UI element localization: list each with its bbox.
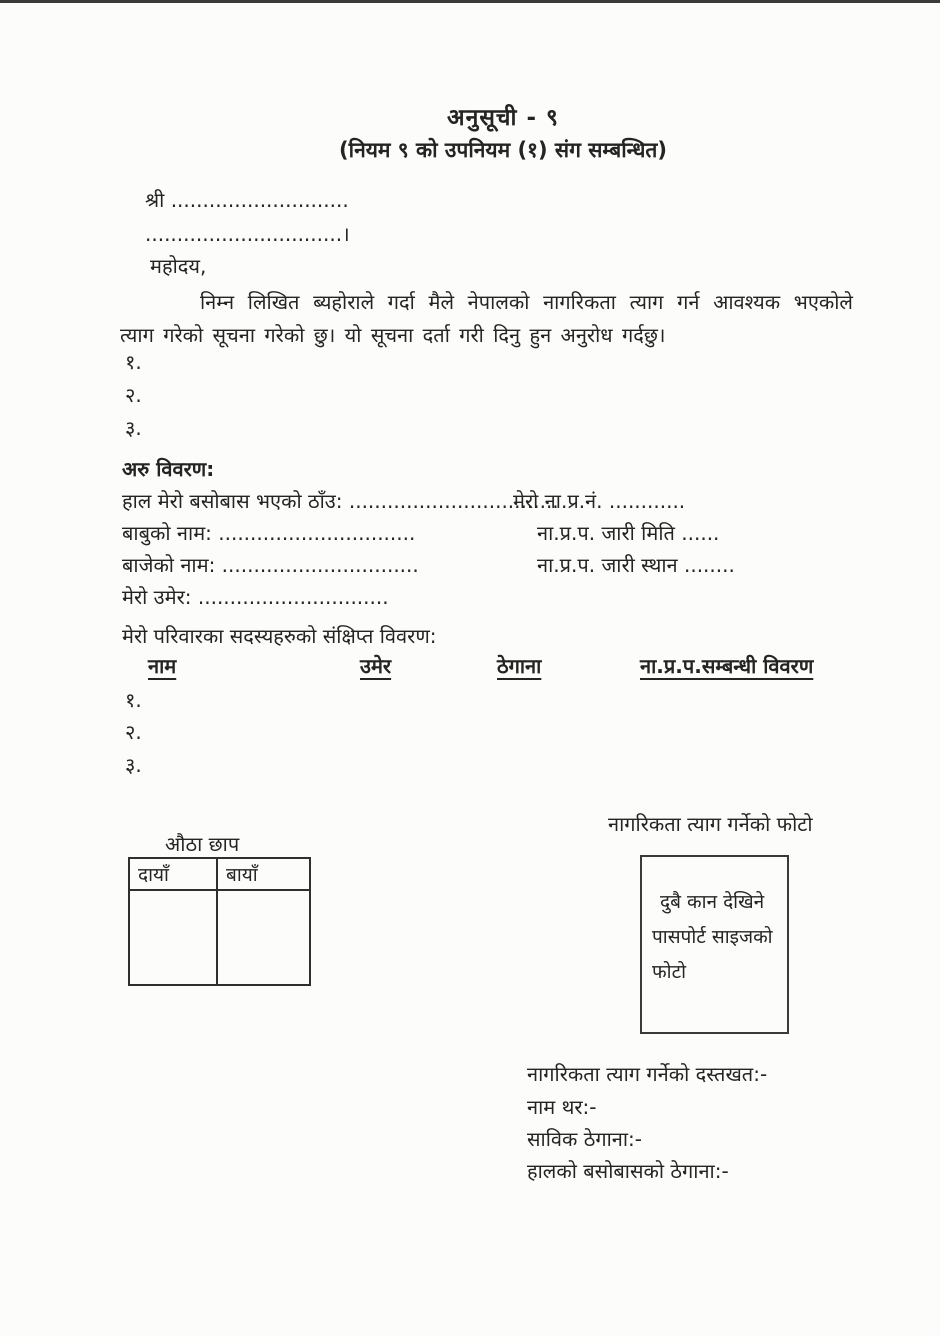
signature-line: नागरिकता त्याग गर्नेको दस्तखत:- xyxy=(527,1062,768,1086)
citizenship-number-field: मेरो ना.प्र.नं. ............ xyxy=(513,489,686,513)
thumbprint-table-divider xyxy=(216,859,218,984)
family-row-1: १. xyxy=(125,688,142,712)
family-column-address: ठेगाना xyxy=(497,654,542,678)
citizenship-issue-place-field: ना.प्र.प. जारी स्थान ........ xyxy=(537,553,735,577)
citizenship-issue-date-field: ना.प्र.प. जारी मिति ...... xyxy=(537,521,720,545)
current-address-line: हालको बसोबासको ठेगाना:- xyxy=(527,1159,729,1183)
photo-box xyxy=(640,855,789,1034)
family-row-3: ३. xyxy=(125,753,142,777)
former-address-line: साविक ठेगाना:- xyxy=(527,1127,643,1151)
full-name-line: नाम थर:- xyxy=(527,1095,597,1119)
thumbprint-heading: औठा छाप xyxy=(165,832,240,856)
addressee-line-1: श्री ............................ xyxy=(145,188,349,212)
residence-field: हाल मेरो बसोबास भएको ठाँउ: ................................. xyxy=(122,489,559,513)
request-paragraph: निम्न लिखित ब्यहोराले गर्दा मैले नेपालको नागरिकता त्याग गर्न आवश्यक भएकोले त्याग गरेको सूचना गरेको छु। यो सूचना दर्ता गरी दिनु हुन अनुरोध गर्दछु। xyxy=(120,290,853,347)
other-details-heading: अरु विवरण: xyxy=(122,457,215,481)
thumbprint-right-label: दायाँ xyxy=(138,864,169,886)
family-column-name: नाम xyxy=(148,654,177,678)
family-row-2: २. xyxy=(125,720,142,744)
photo-box-instruction: दुबै कान देखिने पासपोर्ट साइजको फोटो xyxy=(652,891,773,983)
thumbprint-table xyxy=(128,857,311,986)
thumbprint-left-label: बायाँ xyxy=(226,864,258,886)
family-column-age: उमेर xyxy=(360,654,392,678)
family-details-heading: मेरो परिवारका सदस्यहरुको संक्षिप्त विवरण: xyxy=(122,624,437,648)
age-field: मेरो उमेर: .............................. xyxy=(122,585,389,609)
grandfather-name-field: बाजेको नाम: ............................... xyxy=(122,553,419,577)
scan-edge-line xyxy=(0,0,940,3)
form-subtitle: (नियम ९ को उपनियम (१) संग सम्बन्धित) xyxy=(339,138,667,162)
family-column-citizenship-details: ना.प्र.प.सम्बन्धी विवरण xyxy=(640,654,814,678)
reason-item-3: ३. xyxy=(125,416,142,440)
form-title: अनुसूची - ९ xyxy=(447,105,559,131)
reason-item-2: २. xyxy=(125,383,142,407)
photo-heading: नागरिकता त्याग गर्नेको फोटो xyxy=(608,812,813,836)
father-name-field: बाबुको नाम: ............................... xyxy=(122,521,416,545)
reason-item-1: १. xyxy=(125,350,142,374)
addressee-line-2: ...............................। xyxy=(145,222,350,246)
greeting: महोदय, xyxy=(150,254,207,278)
